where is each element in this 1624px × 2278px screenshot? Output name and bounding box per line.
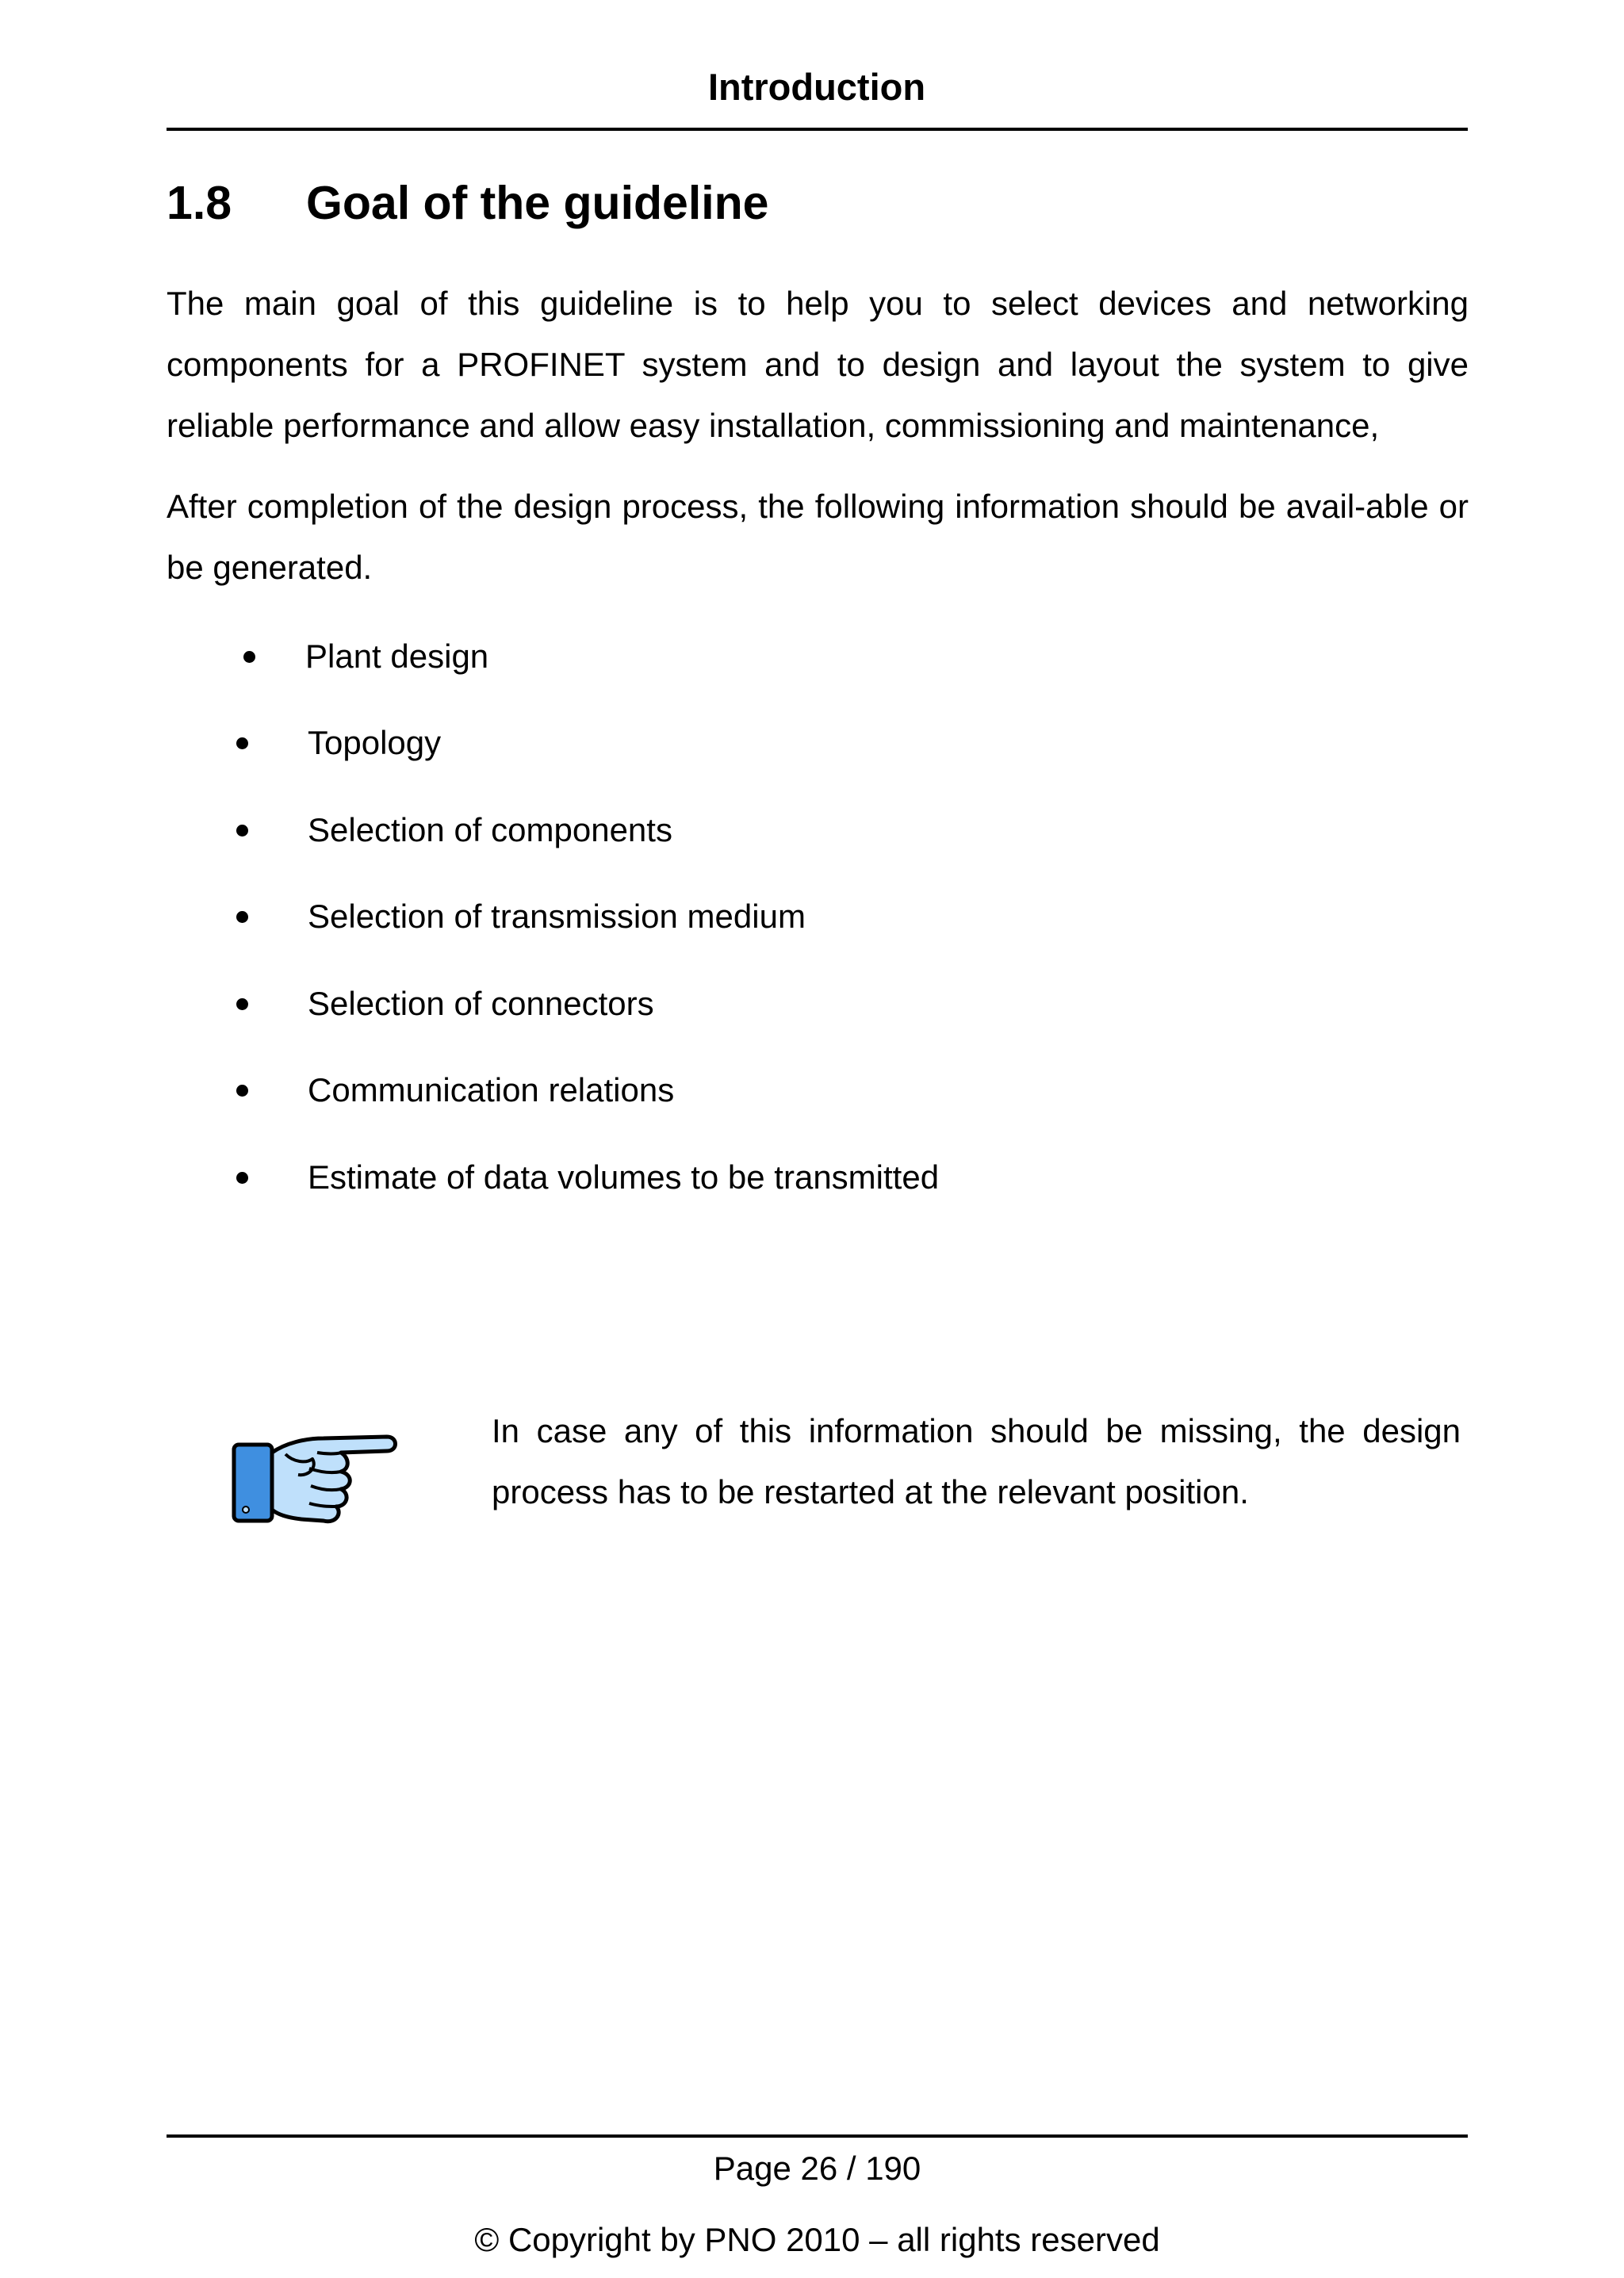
list-item bbox=[0, 715, 1624, 771]
running-header: Introduction bbox=[707, 66, 926, 108]
header-rule bbox=[167, 128, 1468, 131]
bullet-icon bbox=[236, 737, 248, 749]
bullet-icon bbox=[236, 1172, 248, 1184]
list-item bbox=[0, 976, 1624, 1032]
intro-paragraph: The main goal of this guideline is to help you to select devices and networking components for a PROFINET system and to design and layout the system to give reliable performance and allow easy installation, commissioning and maintenance, bbox=[167, 285, 1469, 444]
list-item-label: Estimate of data volumes to be transmitted bbox=[308, 1158, 940, 1196]
bullet-icon bbox=[243, 651, 255, 663]
list-item-label: Selection of connectors bbox=[308, 985, 654, 1022]
list-item-label: Selection of components bbox=[308, 811, 672, 848]
copyright-notice: © Copyright by PNO 2010 – all rights reserved bbox=[474, 2221, 1160, 2258]
bullet-icon bbox=[236, 825, 248, 837]
section-number: 1.8 bbox=[167, 177, 232, 229]
list-item bbox=[0, 1150, 1624, 1205]
list-item-label: Topology bbox=[308, 724, 442, 761]
footer-rule bbox=[167, 2134, 1468, 2138]
note-text: In case any of this information should be missing, the design process has to be restarted at the relevant position. bbox=[492, 1412, 1461, 1510]
list-item-label: Selection of transmission medium bbox=[308, 898, 806, 935]
list-item-label: Communication relations bbox=[308, 1071, 675, 1108]
section-title: Goal of the guideline bbox=[306, 177, 769, 229]
pointing-hand-icon bbox=[230, 1427, 404, 1530]
list-item bbox=[0, 802, 1624, 858]
page-number: Page 26 / 190 bbox=[713, 2150, 921, 2187]
list-item bbox=[0, 1062, 1624, 1118]
bullet-icon bbox=[236, 911, 248, 923]
bullet-icon bbox=[236, 1085, 248, 1097]
list-item bbox=[0, 629, 1624, 684]
bullet-icon bbox=[236, 998, 248, 1010]
list-item bbox=[0, 889, 1624, 944]
design-paragraph: After completion of the design process, the following information should be avail-able or be generated. bbox=[167, 488, 1469, 586]
section-heading bbox=[167, 174, 768, 232]
list-item-label: Plant design bbox=[305, 637, 489, 675]
